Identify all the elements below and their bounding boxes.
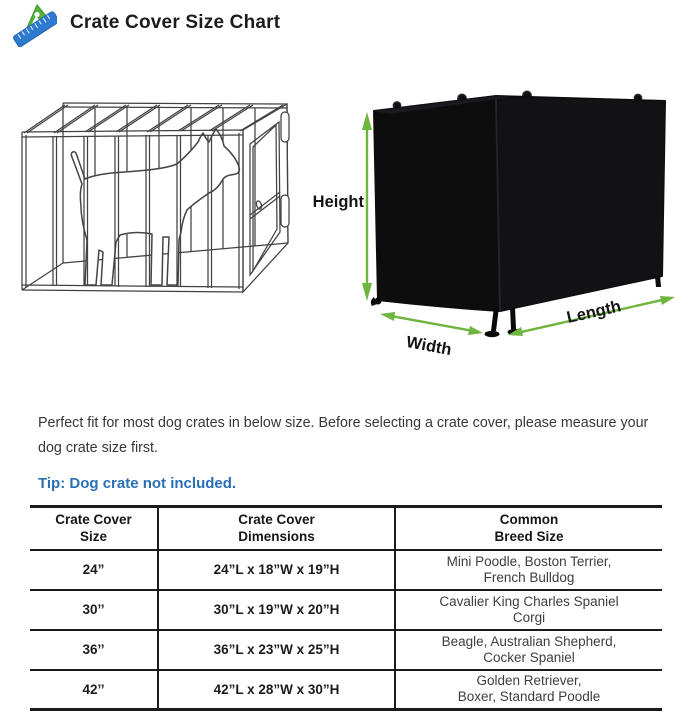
page-title: Crate Cover Size Chart: [70, 12, 281, 33]
table-row: [30, 670, 662, 710]
breed-value: Golden Retriever, Boxer, Standard Poodle: [395, 670, 662, 710]
breed-value: Cavalier King Charles Spaniel Corgi: [395, 590, 662, 630]
dimensions-value: 36”L x 23”W x 25”H: [158, 630, 395, 670]
crate-cover-illustration: [300, 85, 679, 360]
breed-value: Mini Poodle, Boston Terrier, French Bulldog: [395, 550, 662, 590]
set-square-ruler-icon: [9, 2, 57, 50]
column-header-dimensions: Crate Cover Dimensions: [158, 507, 395, 550]
dimensions-value: 30”L x 19”W x 20”H: [158, 590, 395, 630]
breed-value: Beagle, Australian Shepherd, Cocker Spaniel: [395, 630, 662, 670]
width-label: Width: [404, 333, 454, 360]
size-value: 36’’: [82, 642, 105, 657]
width-arrow-icon: [380, 312, 483, 335]
column-header-breed: Common Breed Size: [395, 507, 662, 550]
dog-crate-illustration: [12, 82, 322, 322]
dimensions-value: 24”L x 18”W x 19”H: [158, 550, 395, 590]
length-label: Length: [565, 297, 623, 327]
table-row: [30, 550, 662, 590]
size-value: 24”: [82, 562, 105, 577]
table-row: [30, 630, 662, 670]
dimensions-value: 42”L x 28”W x 30”H: [158, 670, 395, 710]
dog-silhouette: [71, 129, 239, 285]
height-label: Height: [312, 193, 364, 211]
intro-paragraph: Perfect fit for most dog crates in below size. Before selecting a crate cover, please measure your dog crate size first.: [38, 415, 649, 457]
size-value: 30’’: [82, 602, 105, 617]
column-header-size: Crate Cover Size: [55, 512, 132, 545]
table-row: [30, 590, 662, 630]
size-value: 42’’: [82, 681, 105, 697]
size-chart-table: [30, 505, 662, 711]
tip-note: Tip: Dog crate not included.: [38, 475, 237, 492]
table-header-row: [30, 507, 662, 550]
